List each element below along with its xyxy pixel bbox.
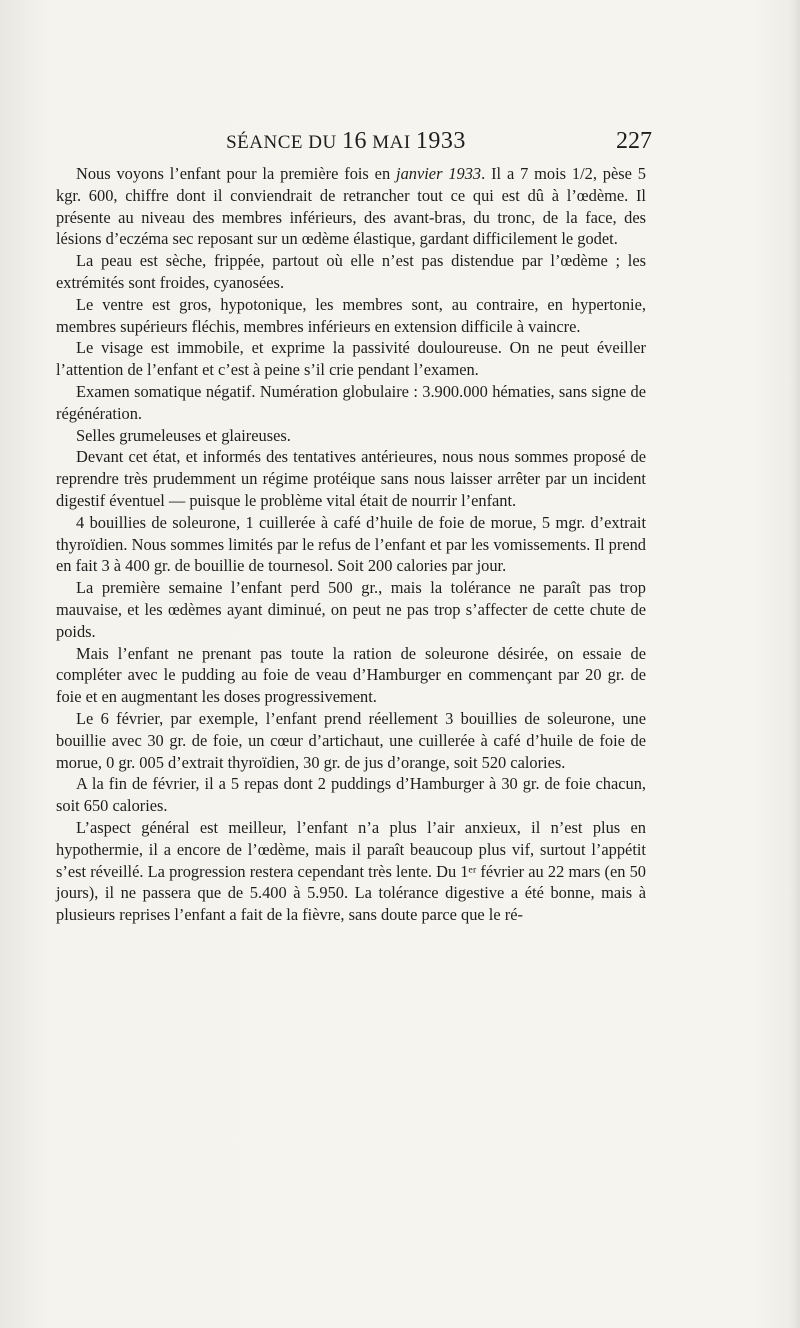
paragraph-emphasis: janvier 1933 <box>396 164 482 183</box>
paragraph-text: La première semaine l’enfant perd 500 gr., mais la tolérance ne paraît pas trop mauvaise, et les œdèmes ayant diminué, on peut ne pas trop s’affecter de cette chute de poids. <box>56 578 646 641</box>
header-month: MAI <box>372 132 411 153</box>
header-day: 16 <box>341 128 367 154</box>
header-seance: SÉANCE <box>226 132 303 153</box>
paragraph <box>56 817 646 926</box>
paragraph-text: A la fin de février, il a 5 repas dont 2 puddings d’Hamburger à 30 gr. de foie chacun, soit 650 calories. <box>56 774 646 816</box>
header-du: DU <box>308 132 337 153</box>
paragraph <box>56 425 646 447</box>
header-year: 1933 <box>415 128 466 154</box>
paragraph-text: 4 bouillies de soleurone, 1 cuillerée à café d’huile de foie de morue, 5 mgr. d’extrait thyroïdien. Nous sommes limités par le refus de l’enfant et par les vomissements. Il prend en fait 3 à 400 gr. de bouillie de tournesol. Soit 200 calories par jour. <box>56 512 646 576</box>
paragraph <box>56 773 646 817</box>
paragraph-text: Le ventre est gros, hypotonique, les membres sont, au contraire, en hypertonie, membres supérieurs fléchis, membres inférieurs en extension difficile à vaincre. <box>56 294 646 336</box>
paragraph-text: Mais l’enfant ne prenant pas toute la ration de soleurone désirée, on essaie de compléter avec le pudding au foie de veau d’Hamburger en commençant par 20 gr. de foie et en augmentant les doses progressivement. <box>56 643 646 707</box>
paragraph <box>56 577 646 642</box>
paragraph <box>56 294 646 338</box>
running-title <box>40 124 652 160</box>
paragraph-text: La peau est sèche, frippée, partout où elle n’est pas distendue par l’œdème ; les extrémités sont froides, cyanosées. <box>56 251 646 292</box>
paragraph-text: Examen somatique négatif. Numération globulaire : 3.900.000 hématies, sans signe de régénération. <box>56 381 646 423</box>
paragraph <box>56 381 646 425</box>
paragraph <box>56 250 646 294</box>
paragraph-text: L’aspect général est meilleur, l’enfant n’a plus l’air anxieux, il n’est plus en hypothermie, il a encore de l’œdème, mais il paraît beaucoup plus vif, surtout l’appétit s’est réveillé. La progression restera cependant très lente. Du 1ᵉʳ février au 22 mars (en 50 jours), il ne passera que de 5.400 à 5.950. La tolérance digestive a été bonne, mais à plusieurs reprises l’enfant a fait de la fièvre, sans doute parce que le ré- <box>56 817 646 925</box>
paragraph-text: Selles grumeleuses et glaireuses. <box>76 425 291 445</box>
paragraph-text: Devant cet état, et informés des tentatives antérieures, nous nous sommes proposé de reprendre très prudemment un régime protéique sans nous laisser arrêter par un incident digestif éventuel — puisque le problème vital était de nourrir l’enfant. <box>56 447 646 510</box>
paragraph-text: Le 6 février, par exemple, l’enfant prend réellement 3 bouillies de soleurone, une bouillie avec 30 gr. de foie, un cœur d’artichaut, une cuillerée à café d’huile de foie de morue, 0 gr. 005 d’extrait thyroïdien, 30 gr. de jus d’orange, soit 520 calories. <box>56 708 646 772</box>
page-edge-shadow <box>790 0 800 1328</box>
page-header <box>40 124 652 158</box>
body-text <box>56 163 646 926</box>
paragraph-text: Le visage est immobile, et exprime la passivité douloureuse. On ne peut éveiller l’attention de l’enfant et c’est à peine s’il crie pendant l’examen. <box>56 338 646 380</box>
paragraph <box>56 163 646 250</box>
paragraph <box>56 512 646 577</box>
paragraph-text: Nous voyons l’enfant pour la première fois en <box>76 164 397 183</box>
paragraph <box>56 446 646 511</box>
page-number: 227 <box>616 128 652 154</box>
paragraph-text: . Il a 7 mois 1/2, pèse 5 kgr. 600, chiffre dont il conviendrait de retrancher tout ce qui est dû à l’œdème. Il présente au niveau des membres inférieurs, des avant-bras, du tronc, de la face, des lésions d’eczéma sec reposant sur un œdème élastique, gardant difficilement le godet. <box>56 164 646 249</box>
paragraph <box>56 337 646 381</box>
paragraph <box>56 643 646 708</box>
paragraph <box>56 708 646 773</box>
